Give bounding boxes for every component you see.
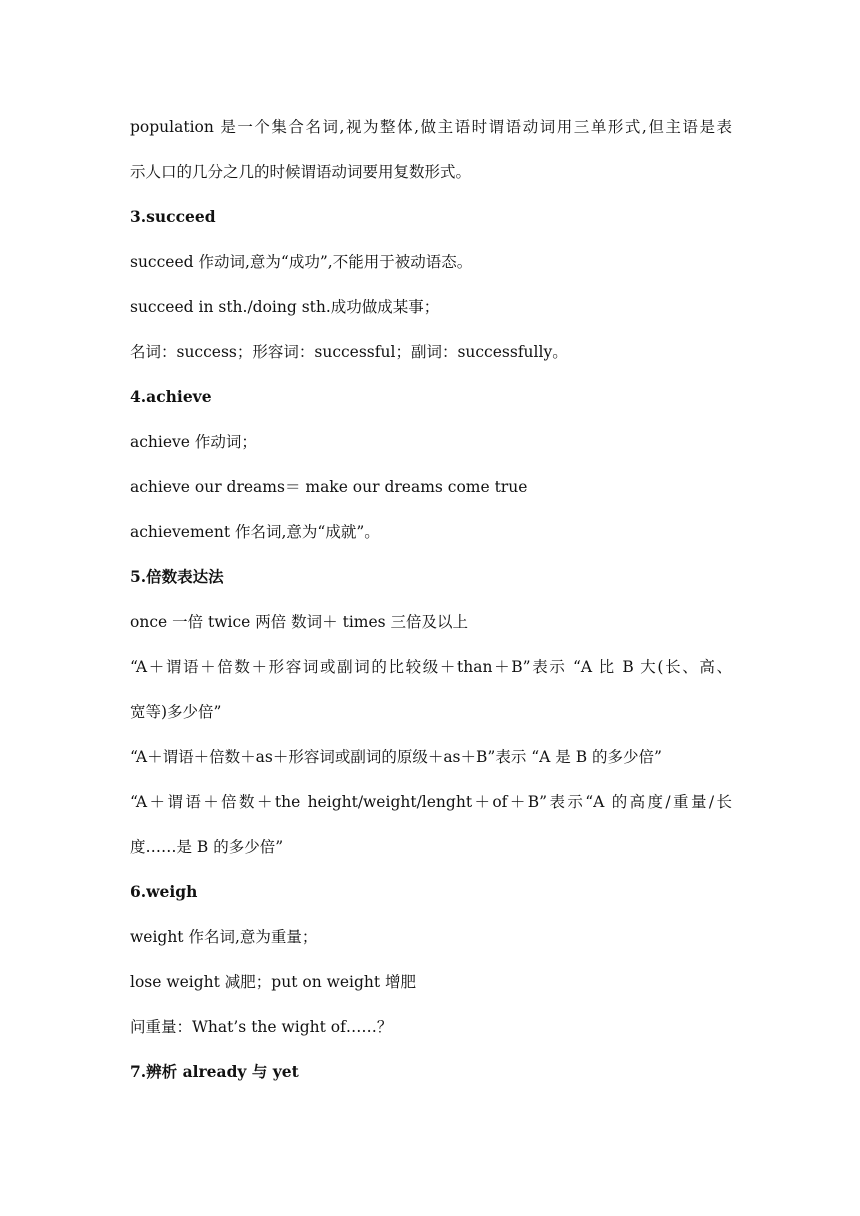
- section-heading-achieve: 4.achieve: [130, 387, 212, 406]
- section-heading-already-yet: 7.辨析 already 与 yet: [130, 1062, 299, 1081]
- paragraph-line: 示人口的几分之几的时候谓语动词要用复数形式。: [130, 163, 472, 181]
- paragraph-line: succeed 作动词,意为“成功”,不能用于被动语态。: [130, 253, 473, 271]
- paragraph-line: “A＋谓语＋倍数＋as＋形容词或副词的原级＋as＋B”表示 “A 是 B 的多少倍”: [130, 748, 662, 766]
- paragraph-line: 名词：success；形容词：successful；副词：successfully。: [130, 343, 568, 361]
- paragraph-line: achieve 作动词；: [130, 433, 257, 451]
- paragraph-line: population 是一个集合名词,视为整体,做主语时谓语动词用三单形式,但主语是表: [130, 118, 732, 136]
- paragraph-line: 宽等)多少倍”: [130, 703, 222, 721]
- paragraph-line: achievement 作名词,意为“成就”。: [130, 523, 380, 541]
- section-heading-weigh: 6.weigh: [130, 882, 198, 901]
- paragraph-line: weight 作名词,意为重量；: [130, 928, 318, 946]
- paragraph-line: 问重量：What’s the wight of……？: [130, 1018, 393, 1036]
- paragraph-line: achieve our dreams＝ make our dreams come true: [130, 478, 528, 496]
- paragraph-line: “A＋谓语＋倍数＋the height/weight/lenght＋of＋B”表示“A 的高度/重量/长: [130, 793, 732, 811]
- paragraph-line: lose weight 减肥；put on weight 增肥: [130, 973, 417, 991]
- section-heading-succeed: 3.succeed: [130, 207, 216, 226]
- paragraph-line: “A＋谓语＋倍数＋形容词或副词的比较级＋than＋B”表示 “A 比 B 大(长、高、: [130, 658, 732, 676]
- paragraph-line: 度……是 B 的多少倍”: [130, 838, 284, 856]
- paragraph-line: succeed in sth./doing sth.成功做成某事；: [130, 298, 440, 316]
- paragraph-line: once 一倍 twice 两倍 数词＋ times 三倍及以上: [130, 613, 469, 631]
- section-heading-multiples: 5.倍数表达法: [130, 567, 224, 586]
